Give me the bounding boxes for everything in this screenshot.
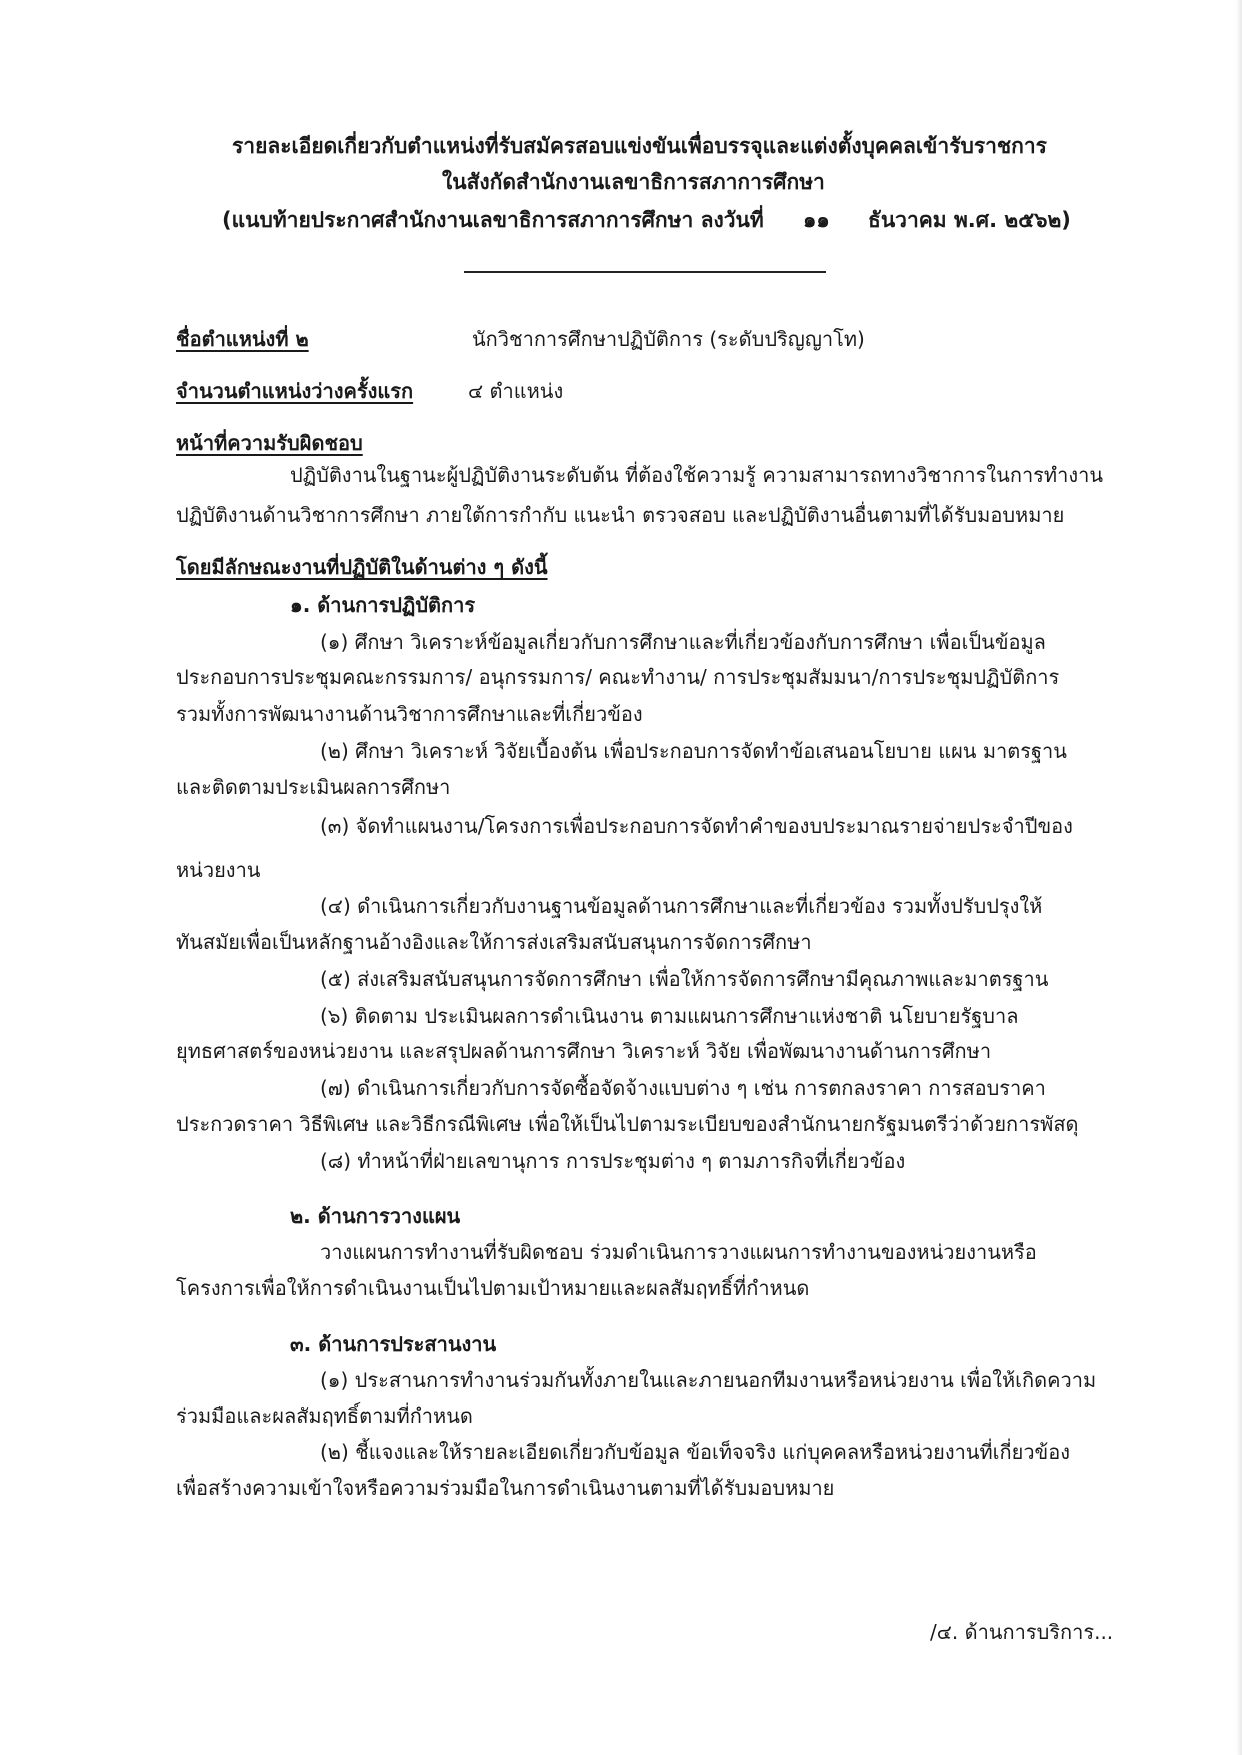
header-line-3-prefix: (แนบท้ายประกาศสำนักงานเลขาธิการสภาการศึกษา ลงวันที่ xyxy=(222,208,764,232)
section-1-line: (๗) ดำเนินการเกี่ยวกับการจัดซื้อจัดจ้างแบบต่าง ๆ เช่น การตกลงราคา การสอบราคา xyxy=(320,1076,1046,1100)
section-1-line: ยุทธศาสตร์ของหน่วยงาน และสรุปผลด้านการศึกษา วิเคราะห์ วิจัย เพื่อพัฒนางานด้านการศึกษา xyxy=(176,1039,992,1063)
page-edge-shadow xyxy=(1236,0,1242,1755)
section-2-line: วางแผนการทำงานที่รับผิดชอบ ร่วมดำเนินการวางแผนการทำงานของหน่วยงานหรือ xyxy=(320,1240,1037,1264)
characteristics-heading: โดยมีลักษณะงานที่ปฏิบัติในด้านต่าง ๆ ดังนี้ xyxy=(176,555,548,579)
section-3-line: (๑) ประสานการทำงานร่วมกันทั้งภายในและภายนอกทีมงานหรือหน่วยงาน เพื่อให้เกิดความ xyxy=(320,1368,1097,1392)
section-3-line: (๒) ชี้แจงและให้รายละเอียดเกี่ยวกับข้อมูล ข้อเท็จจริง แก่บุคคลหรือหน่วยงานที่เกี่ยวข้อง xyxy=(320,1440,1071,1464)
header-line-2: ในสังกัดสำนักงานเลขาธิการสภาการศึกษา xyxy=(442,170,825,194)
section-1-line: (๖) ติดตาม ประเมินผลการดำเนินงาน ตามแผนการศึกษาแห่งชาติ นโยบายรัฐบาล xyxy=(320,1004,1019,1028)
section-3-title: ๓. ด้านการประสานงาน xyxy=(290,1332,497,1356)
duties-paragraph-line-1: ปฏิบัติงานในฐานะผู้ปฏิบัติงานระดับต้น ที่ต้องใช้ความรู้ ความสามารถทางวิชาการในการทำงาน xyxy=(290,463,1104,487)
continuation-note: /๔. ด้านการบริการ... xyxy=(930,1620,1114,1644)
section-3-line: ร่วมมือและผลสัมฤทธิ์ตามที่กำหนด xyxy=(176,1404,473,1428)
section-1-line: (๕) ส่งเสริมสนับสนุนการจัดการศึกษา เพื่อให้การจัดการศึกษามีคุณภาพและมาตรฐาน xyxy=(320,967,1049,991)
header-divider xyxy=(464,271,826,273)
section-1-title: ๑. ด้านการปฏิบัติการ xyxy=(290,593,476,617)
section-1-line: (๒) ศึกษา วิเคราะห์ วิจัยเบื้องต้น เพื่อประกอบการจัดทำข้อเสนอนโยบาย แผน มาตรฐาน xyxy=(320,739,1067,763)
section-1-line: รวมทั้งการพัฒนางานด้านวิชาการศึกษาและที่เกี่ยวข้อง xyxy=(176,702,643,726)
section-1-line: (๘) ทำหน้าที่ฝ่ายเลขานุการ การประชุมต่าง ๆ ตามภารกิจที่เกี่ยวข้อง xyxy=(320,1149,906,1173)
section-1-line: (๔) ดำเนินการเกี่ยวกับงานฐานข้อมูลด้านการศึกษาและที่เกี่ยวข้อง รวมทั้งปรับปรุงให้ xyxy=(320,894,1043,918)
section-2-line: โครงการเพื่อให้การดำเนินงานเป็นไปตามเป้าหมายและผลสัมฤทธิ์ที่กำหนด xyxy=(176,1276,810,1300)
duties-paragraph-line-2: ปฏิบัติงานด้านวิชาการศึกษา ภายใต้การกำกับ แนะนำ ตรวจสอบ และปฏิบัติงานอื่นตามที่ได้รับมอบหมาย xyxy=(176,503,1065,527)
section-1-line: ประกวดราคา วิธีพิเศษ และวิธีกรณีพิเศษ เพื่อให้เป็นไปตามระเบียบของสำนักนายกรัฐมนตรีว่าด้วยการพัสดุ xyxy=(176,1112,1079,1136)
section-1-line: ประกอบการประชุมคณะกรรมการ/ อนุกรรมการ/ คณะทำงาน/ การประชุมสัมมนา/การประชุมปฏิบัติการ xyxy=(176,665,1060,689)
position-count-value: ๔ ตำแหน่ง xyxy=(468,379,564,403)
section-1-line: หน่วยงาน xyxy=(176,858,261,882)
section-2-title: ๒. ด้านการวางแผน xyxy=(290,1204,461,1228)
position-name-label: ชื่อตำแหน่งที่ ๒ xyxy=(176,327,309,351)
header-line-3-day: ๑๑ xyxy=(803,208,830,232)
header-line-1: รายละเอียดเกี่ยวกับตำแหน่งที่รับสมัครสอบแข่งขันเพื่อบรรจุและแต่งตั้งบุคคลเข้ารับราชการ xyxy=(232,134,1047,158)
section-1-line: (๑) ศึกษา วิเคราะห์ข้อมูลเกี่ยวกับการศึกษาและที่เกี่ยวข้องกับการศึกษา เพื่อเป็นข้อมูล xyxy=(320,630,1046,654)
section-1-line: (๓) จัดทำแผนงาน/โครงการเพื่อประกอบการจัดทำคำของบประมาณรายจ่ายประจำปีของ xyxy=(320,814,1073,838)
section-1-line: ทันสมัยเพื่อเป็นหลักฐานอ้างอิงและให้การส่งเสริมสนับสนุนการจัดการศึกษา xyxy=(176,930,812,954)
section-3-line: เพื่อสร้างความเข้าใจหรือความร่วมมือในการดำเนินงานตามที่ได้รับมอบหมาย xyxy=(176,1476,835,1500)
header-line-3-suffix: ธันวาคม พ.ศ. ๒๕๖๒) xyxy=(868,208,1071,232)
position-count-label: จำนวนตำแหน่งว่างครั้งแรก xyxy=(176,379,414,403)
section-1-line: และติดตามประเมินผลการศึกษา xyxy=(176,775,451,799)
duties-heading: หน้าที่ความรับผิดชอบ xyxy=(176,431,363,455)
position-name-value: นักวิชาการศึกษาปฏิบัติการ (ระดับปริญญาโท) xyxy=(472,327,865,351)
